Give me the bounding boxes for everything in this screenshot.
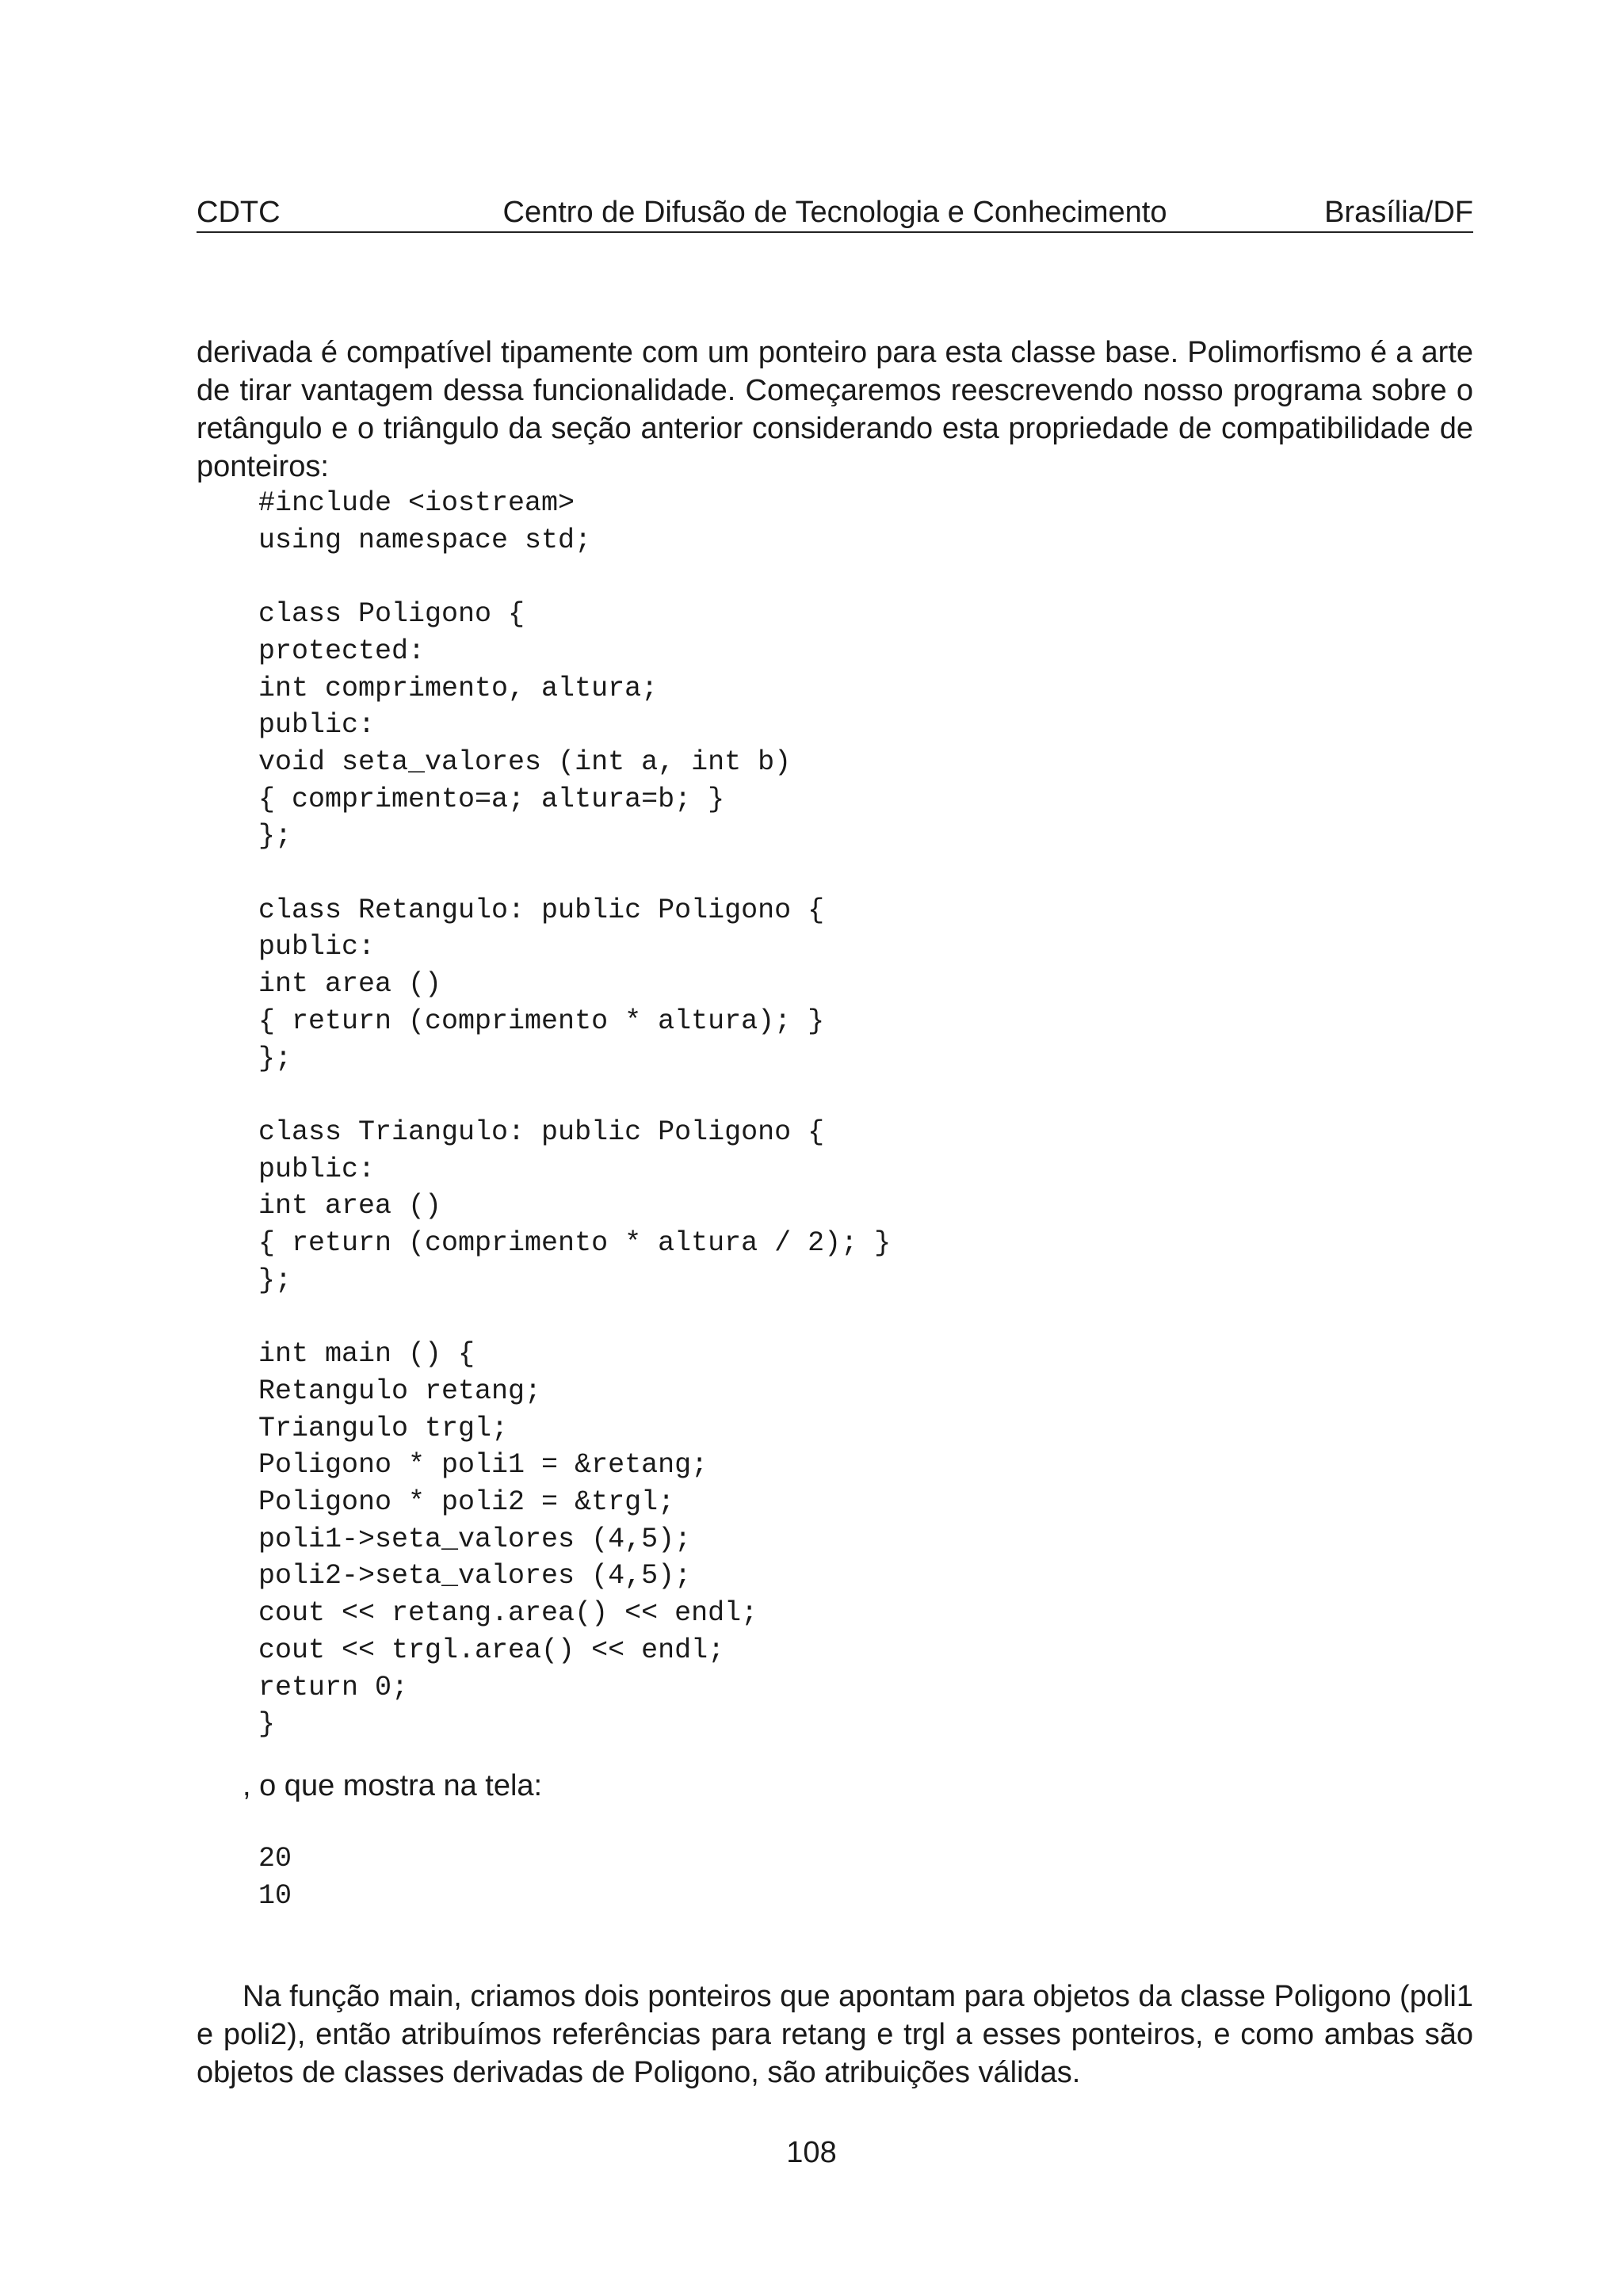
header-right: Brasília/DF	[1324, 196, 1473, 229]
code-listing: #include <iostream> using namespace std; class Poligono { protected: int comprimento, altura; public: void seta_valores (int a, int b) { comprimento=a; altura=b; } }; class Retangulo: public Poligono { public: int area () { return (comprimento * altura); } }; class Triangulo: public Poligono { public: int area () { return (comprimento * altura / 2); } }; int main () { Retangulo retang; Triangulo trgl; Poligono * poli1 = &retang; Poligono * poli2 = &trgl; poli1->seta_valores (4,5); poli2->seta_valores (4,5); cout << retang.area() << endl; cout << trgl.area() << endl; return 0; }	[258, 487, 892, 1741]
page-header	[197, 193, 1473, 233]
output-lead-in: , o que mostra na tela:	[242, 1769, 543, 1802]
output-listing: 20 10	[258, 1843, 292, 1912]
closing-paragraph: Na função main, criamos dois ponteiros que apontam para objetos da classe Poligono (poli1 e poli2), então atribuímos referências para retang e trgl a esses ponteiros, e como ambas são objetos de classes derivadas de Poligono, são atribuições válidas.	[197, 1980, 1473, 2089]
page-number: 108	[786, 2136, 837, 2169]
header-center: Centro de Difusão de Tecnologia e Conhecimento	[502, 196, 1167, 229]
header-left: CDTC	[197, 196, 281, 229]
intro-paragraph: derivada é compatível tipamente com um ponteiro para esta classe base. Polimorfismo é a arte de tirar vantagem dessa funcionalidade. Começaremos reescrevendo nosso programa sobre o retângulo e o triângulo da seção anterior considerando esta propriedade de compatibilidade de ponteiros:	[197, 336, 1473, 483]
